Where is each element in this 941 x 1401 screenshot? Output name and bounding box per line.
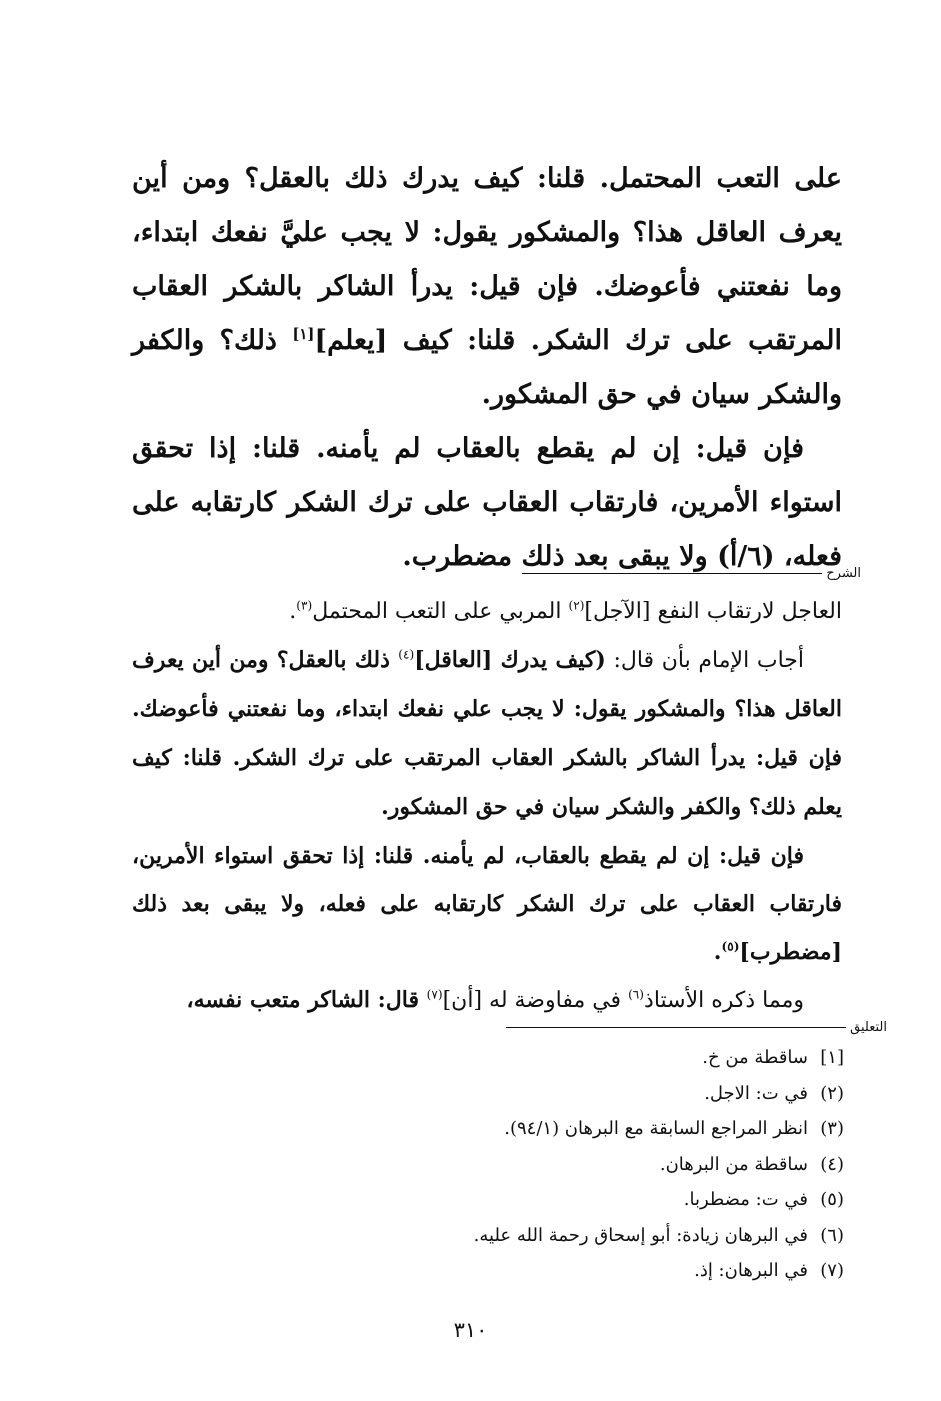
notes-divider: [506, 1027, 846, 1028]
footnote: (٤) ساقطة من البرهان.: [659, 1153, 844, 1175]
commentary-paragraph-2: أجاب الإمام بأن قال: (كيف يدرك [العاقل]$^{(٤)}$ ذلك بالعقل؟ ومن أين يعرف العاقل هذا؟ والمشكور يقول: لا يجب علي نفعك ابتداء، وما نفعتني فأعوضك. فإن قيل: يدرأ الشاكر بالشكر العقاب المرتقب على ترك الشكر. قلنا: كيف يعلم ذلك؟ والكفر والشكر سيان في حق المشكور.: [132, 647, 842, 820]
main-text: [132, 152, 842, 584]
footnote: (٣) انظر المراجع السابقة مع البرهان (٩٤/١).: [504, 1118, 844, 1139]
commentary-label-rule: [522, 566, 861, 581]
main-paragraph-1: على التعب المحتمل. قلنا: كيف يدرك ذلك بالعقل؟ ومن أين يعرف العاقل هذا؟ والمشكور يقول: لا يجب عليَّ نفعك ابتداء، وما نفعتني فأعوضك. فإن قيل: يدرأ الشاكر بالشكر العقاب المرتقب على ترك الشكر. قلنا: كيف [يعلم][١] ذلك؟ والكفر والشكر سيان في حق المشكور.: [132, 163, 842, 410]
commentary-text: [132, 588, 842, 1025]
notes-label-rule: [506, 1020, 887, 1035]
footnote: (٧) في البرهان: إذ.: [694, 1260, 844, 1281]
commentary-divider: [522, 573, 822, 574]
commentary-label: الشرح: [826, 566, 861, 581]
footnote: (٦) في البرهان زيادة: أبو إسحاق رحمة الله عليه.: [473, 1224, 844, 1246]
main-paragraph-2: فإن قيل: إن لم يقطع بالعقاب لم يأمنه. قلنا: إذا تحقق استواء الأمرين، فارتقاب العقاب على ترك الشكر كارتقابه على فعله، (٦/أ) ولا يبقى بعد ذلك مضطرب.: [132, 433, 842, 572]
commentary-paragraph-1: العاجل لارتقاب النفع [الآجل]$^{(٢)}$ المربي على التعب المحتمل$^{(٣)}$.: [289, 598, 842, 624]
page-number: ٣١٠: [453, 1318, 488, 1342]
main-ref-1: [١]: [292, 325, 315, 343]
commentary-paragraph-4: ومما ذكره الأستاذ$^{(٦)}$ في مفاوضة له [أن]$^{(٧)}$ قال: الشاكر متعب نفسه،: [186, 987, 804, 1013]
footnote: (٥) في ت: مضطربا.: [683, 1189, 844, 1210]
footnote: (٢) في ت: الاجل.: [704, 1082, 844, 1104]
footnotes: [344, 1040, 844, 1289]
notes-label: التعليق: [850, 1020, 887, 1035]
footnote: [١] ساقطة من خ.: [702, 1047, 844, 1068]
commentary-paragraph-3: فإن قيل: إن لم يقطع بالعقاب، لم يأمنه. قلنا: إذا تحقق استواء الأمرين، فارتقاب العقاب على ترك الشكر كارتقابه على فعله، ولا يبقى بعد ذلك [مضطرب]$^{(٥)}$.: [132, 843, 842, 965]
